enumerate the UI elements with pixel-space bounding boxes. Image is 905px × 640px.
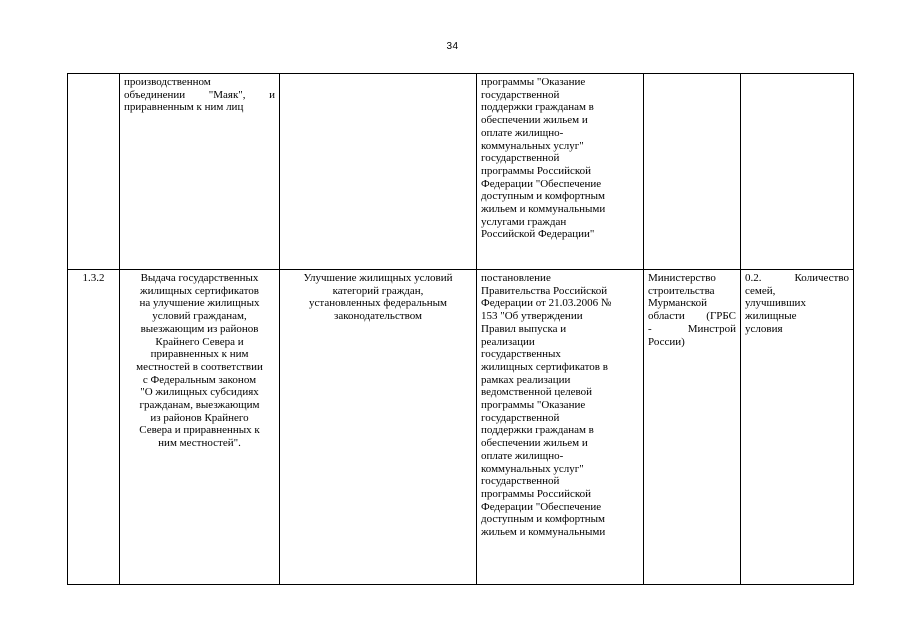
cell-measure-name	[120, 74, 280, 270]
text-line: поддержки гражданам в	[481, 424, 594, 437]
text-line: государственной	[481, 152, 560, 165]
text-line: коммунальных услуг"	[481, 139, 584, 152]
text-line: программы Российской	[481, 164, 592, 177]
measures-table	[67, 73, 854, 585]
text-line: коммунальных услуг"	[481, 462, 584, 475]
text-line: Министерство	[648, 272, 716, 284]
text-line: строительства	[648, 284, 715, 297]
text-line: Улучшение жилищных условий	[303, 272, 453, 284]
text-line: производственном	[124, 76, 211, 88]
text-line: программы "Оказание	[481, 399, 586, 412]
text-line: государственной	[481, 475, 560, 488]
text-line: Федерации "Обеспечение	[481, 500, 602, 513]
text-line: жильем и коммунальными	[481, 526, 606, 539]
cell-legal-basis	[477, 270, 644, 585]
table-row	[68, 270, 854, 585]
text-line: Федерации "Обеспечение	[481, 177, 602, 190]
text-line: Севера и приравненных к	[139, 424, 260, 437]
cell-executor	[644, 270, 741, 585]
text-line: программы "Оказание	[481, 76, 586, 88]
text-line: улучшивших	[745, 297, 806, 310]
cell-legal-basis	[477, 74, 644, 270]
text-line: условия	[745, 322, 783, 335]
text-line: выезжающим из районов	[140, 322, 259, 335]
text-line: жилищные	[745, 310, 797, 323]
text-line: государственных	[481, 348, 561, 361]
text-line: Выдача государственных	[140, 272, 259, 284]
text-line: обеспечении жильем и	[481, 437, 588, 450]
cell-goal	[280, 74, 477, 270]
text-line: установленных федеральным	[309, 297, 447, 310]
text-line: приравненным к ним лиц	[124, 101, 244, 114]
text-line: - Минстрой	[648, 322, 736, 335]
text-line: рамках реализации	[481, 373, 571, 386]
text-line: государственной	[481, 411, 560, 424]
text-line: "О жилищных субсидиях	[140, 386, 259, 399]
text-line: Мурманской	[648, 297, 708, 310]
cell-number: 1.3.2	[68, 270, 120, 585]
text-line: жильем и коммунальными	[481, 203, 606, 216]
text-line: жилищных сертификатов в	[481, 360, 608, 373]
text-line: доступным и комфортным	[481, 513, 605, 526]
text-line: из районов Крайнего	[150, 411, 249, 424]
text-line: гражданам, выезжающим	[139, 399, 260, 412]
text-line: Правительства Российской	[481, 284, 608, 297]
cell-executor	[644, 74, 741, 270]
text-line: семей,	[745, 284, 776, 297]
text-line: законодательством	[333, 310, 423, 323]
text-line: оплате жилищно-	[481, 126, 564, 139]
text-line: реализации	[481, 335, 535, 348]
text-line: государственной	[481, 88, 560, 101]
text-line: оплате жилищно-	[481, 449, 564, 462]
text-line: категорий граждан,	[332, 284, 424, 297]
text-line: 153 "Об утверждении	[481, 310, 583, 323]
text-line: Крайнего Севера и	[155, 335, 244, 348]
text-line: объединении "Маяк", и	[124, 88, 275, 101]
text-line: на улучшение жилищных	[139, 297, 260, 310]
text-line: Федерации от 21.03.2006 №	[481, 297, 612, 310]
text-line: ведомственной целевой	[481, 386, 592, 399]
text-line: программы Российской	[481, 487, 592, 500]
cell-indicator	[741, 270, 854, 585]
text-line: области (ГРБС	[648, 310, 736, 323]
text-line: поддержки гражданам в	[481, 101, 594, 114]
text-line: Правил выпуска и	[481, 322, 567, 335]
text-line: приравненных к ним	[150, 348, 249, 361]
text-line: с Федеральным законом	[142, 373, 257, 386]
text-line: постановление	[481, 272, 551, 284]
text-line: услугами граждан	[481, 215, 567, 228]
cell-number	[68, 74, 120, 270]
table-row	[68, 74, 854, 270]
cell-measure-name	[120, 270, 280, 585]
cell-goal	[280, 270, 477, 585]
text-line: ним местностей".	[158, 437, 241, 450]
text-line: доступным и комфортным	[481, 190, 605, 203]
text-line: местностей в соответствии	[136, 360, 263, 373]
text-line: обеспечении жильем и	[481, 114, 588, 127]
cell-indicator	[741, 74, 854, 270]
text-line: условий гражданам,	[152, 310, 247, 323]
text-line: 0.2. Количество	[745, 272, 849, 284]
text-line: Российской Федерации"	[481, 228, 595, 241]
text-line: жилищных сертификатов	[140, 284, 259, 297]
page-number: 34	[446, 41, 459, 52]
text-line: России)	[648, 335, 685, 348]
